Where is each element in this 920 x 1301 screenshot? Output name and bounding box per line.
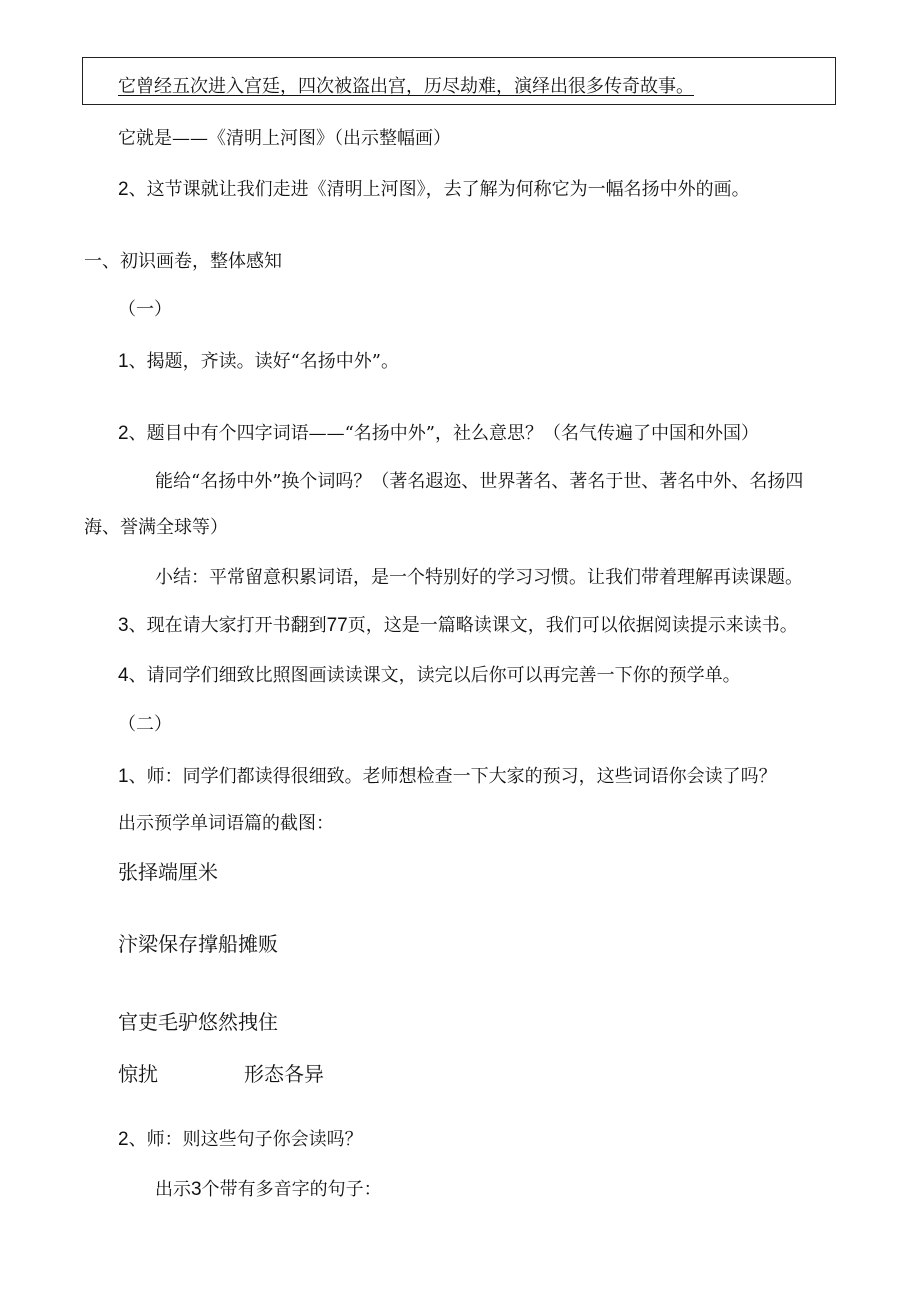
item-text: 个带有多音字的句子： — [201, 1179, 382, 1200]
item-j1-note: 出示预学单词语篇的截图： — [118, 813, 334, 834]
page-number: 77 — [326, 615, 348, 636]
item-number: 2 — [118, 1129, 129, 1150]
item-number: 2 — [118, 423, 129, 444]
item-text: 、请同学们细致比照图画读读课文，读完以后你可以再完善一下你的预学单。 — [128, 665, 741, 686]
item-3 — [118, 614, 798, 638]
word-line-4b: 形态各异 — [244, 1062, 324, 1086]
box-text: 它曾经五次进入宫廷，四次被盗出宫，历尽劫难，演绎出很多传奇故事。 — [118, 76, 694, 97]
count-number: 3 — [191, 1179, 202, 1200]
item-text: 出示 — [155, 1179, 191, 1200]
sub-heading-2: （二） — [118, 714, 172, 735]
item-number: 1 — [118, 766, 129, 787]
item-text: 、揭题，齐读。读好“名扬中外”。 — [128, 351, 399, 372]
item-text: 页，这是一篇略读课文，我们可以依据阅读提示来读书。 — [347, 615, 798, 636]
item-text: 、这节课就让我们走进《清明上河图》，去了解为何称它为一幅名扬中外的画。 — [128, 179, 750, 200]
item-text: 、题目中有个四字词语——“名扬中外”，社么意思？（名气传遍了中国和外国） — [128, 423, 759, 444]
word-line-4a: 惊扰 — [118, 1062, 158, 1086]
item-number: 2 — [118, 179, 129, 200]
intro-line: 它就是——《清明上河图》（出示整幅画） — [118, 128, 451, 149]
word-line-2: 汴梁保存撑船摊贩 — [118, 932, 278, 956]
item-j2-note — [155, 1178, 382, 1202]
item-4 — [118, 664, 741, 688]
item-number: 4 — [118, 665, 129, 686]
item-1 — [118, 350, 399, 374]
section-heading: 一、初识画卷，整体感知 — [84, 251, 282, 272]
item-text: 、现在请大家打开书翻到 — [128, 615, 327, 636]
lesson-intro — [118, 178, 750, 202]
item-2 — [118, 422, 759, 446]
sub-heading-1: （一） — [118, 299, 172, 320]
summary-line: 小结：平常留意积累词语，是一个特别好的学习习惯。让我们带着理解再读课题。 — [155, 567, 803, 588]
item-number: 3 — [118, 615, 129, 636]
item-text: 、师：同学们都读得很细致。老师想检查一下大家的预习，这些词语你会读了吗？ — [128, 766, 777, 787]
item-text: 、师：则这些句子你会读吗？ — [128, 1129, 363, 1150]
word-line-1: 张择端厘米 — [118, 860, 218, 884]
item-2-question: 能给“名扬中外”换个词吗？（著名遐迩、世界著名、著名于世、著名中外、名扬四 — [155, 471, 804, 492]
item-number: 1 — [118, 351, 129, 372]
item-j1 — [118, 765, 777, 789]
item-j2 — [118, 1128, 363, 1152]
word-line-3: 官吏毛驴悠然拽住 — [118, 1010, 278, 1034]
item-2-continuation: 海、誉满全球等） — [84, 517, 228, 538]
